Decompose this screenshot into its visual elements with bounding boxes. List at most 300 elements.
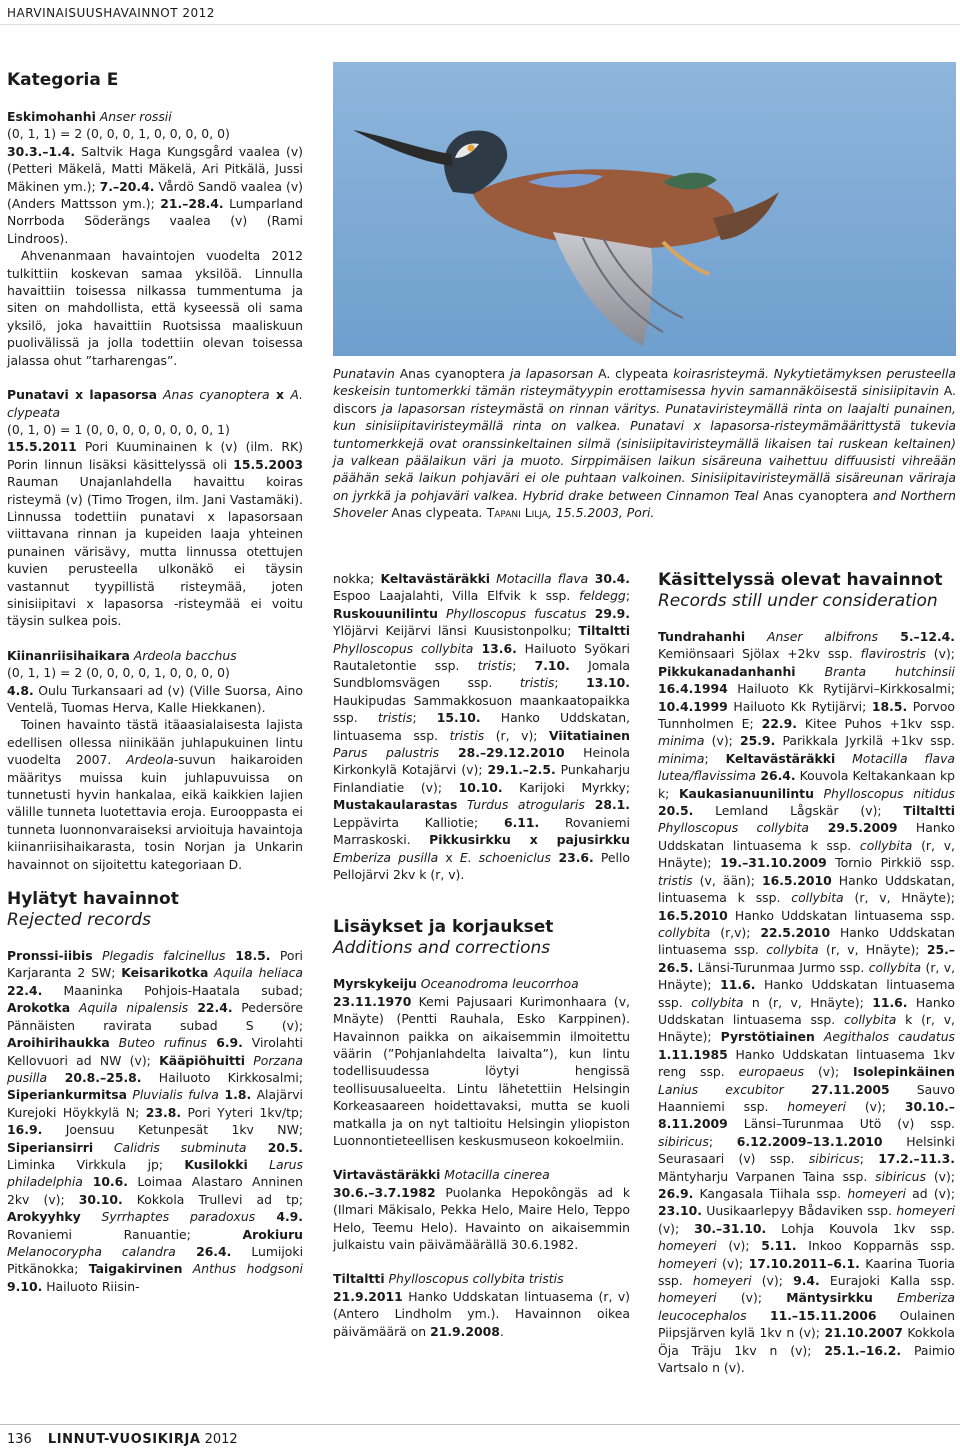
- caption-latin-name: Anas clypeata: [391, 505, 479, 521]
- record-detail: Rovaniemi Marraskoski.: [333, 814, 630, 848]
- record-bold: 16.9.: [7, 1122, 43, 1138]
- record-detail: ;: [625, 588, 630, 604]
- record-code: (0, 1, 1) = 2 (0, 0, 0, 1, 0, 0, 0, 0, 0): [7, 126, 230, 142]
- record-detail: (v);: [925, 646, 955, 662]
- species-name: Punatavi x lapasorsa: [7, 387, 158, 403]
- record-bold: 29.9.: [586, 605, 630, 621]
- record-bold: 22.5.2010: [760, 924, 831, 940]
- caption-latin-name: A. clypeata: [598, 366, 669, 381]
- record-bold: 22.4.: [188, 1000, 233, 1016]
- entry-eskimohanhi: [7, 108, 303, 125]
- record-detail: Hanko Uddskatan lintuasema (r, v) (Antero Lindholm ym.). Havainnon oikea päivämäärä on: [333, 1288, 630, 1339]
- record-detail: (v);: [716, 1238, 762, 1254]
- record-detail: Kokkola Trullevi ad tp;: [122, 1191, 303, 1207]
- rejected-subheading: Rejected records: [7, 910, 151, 931]
- footer-rule: [0, 1424, 960, 1425]
- latin-name: homeyeri: [847, 1186, 906, 1201]
- record-bold: Arokyyhky: [7, 1209, 81, 1225]
- latin-name: Phylloscopus collybita: [333, 640, 474, 656]
- pending-subheading: Records still under consideration: [658, 591, 938, 611]
- record-detail: (v);: [658, 1220, 695, 1236]
- record-detail: Pello Pellojärvi 2kv k (r, v).: [333, 849, 631, 882]
- record-detail: Hanko Uddskatan lintuasema ssp.: [658, 994, 955, 1027]
- record-detail: Hanko Uddskatan lintuasema ssp.: [658, 924, 955, 958]
- hybrid-x: x: [269, 387, 291, 403]
- record-bold: 20.5.: [246, 1139, 303, 1155]
- record-detail: Karijoki Myrkky;: [502, 779, 630, 795]
- record-detail: Joensuu Ketunpesät 1kv NW;: [42, 1122, 303, 1138]
- record-date: 21.–28.4.: [160, 196, 224, 212]
- latin-name: collybita: [658, 924, 711, 940]
- commentary-part: -suvun haikaroiden määritys muissa kuin juhlapuvuissa on tunnetusti hyvin hankalaa, eikä kaikkien lajien välille tunneta luotettavia eroja. Eurooppasta ei tunneta luonnonvaraiseksi arvioituja havaintoja kiinanriisihaikarasta, tosin Norjan ja Unkarin havainnot on sijoitettu kategoriaan D.: [7, 752, 304, 872]
- record-bold: 28.1.: [584, 797, 630, 813]
- record-detail: Hailuoto Kk Rytijärvi–Kirkkosalmi;: [727, 681, 955, 697]
- record-bold: Mustakaularastas: [333, 797, 458, 813]
- column-middle: [333, 570, 630, 1340]
- record-detail: Oulainen Piipsjärven kylä 1kv n (v);: [658, 1307, 955, 1341]
- record-bold: 13.6.: [473, 640, 517, 656]
- latin-name: Emberiza pusilla: [333, 849, 439, 865]
- record-detail: Lumparland Norrboda Söderängs vaalea (v) (Rami Lindroos).: [7, 196, 303, 246]
- record-bold: Arokotka: [7, 1000, 71, 1016]
- latin-name: Anas cyanoptera: [163, 387, 270, 403]
- latin-name: homeyeri: [658, 1290, 717, 1306]
- latin-name: Melanocorypha calandra: [7, 1243, 176, 1259]
- record-detail: Lohja Kouvola 1kv ssp.: [766, 1220, 955, 1236]
- record-bold: 5.11.: [761, 1238, 797, 1254]
- latin-name: homeyeri: [692, 1273, 752, 1289]
- record-detail: ja lapasorsan: [505, 366, 599, 381]
- record-date: 21.9.2011: [333, 1288, 403, 1304]
- latin-name: homeyeri: [658, 1238, 717, 1254]
- record-detail: (v);: [926, 1168, 955, 1184]
- record-date: 15.5.2011: [7, 439, 77, 455]
- record-detail: (r, v, Hnäyte);: [658, 959, 956, 993]
- latin-name: Motacilla flava lutea/flavissima: [658, 750, 955, 784]
- record-bold: Aroihirihaukka: [7, 1035, 110, 1051]
- latin-name: tristis: [449, 727, 485, 743]
- record-detail: Puolanka Hepokôngäs ad k (Ilmari Mäkisalo, Pekka Helo, Maire Helo, Teppo Helo, Teemu Helo). Havainto on aikaisemmin julkaistu vain päivämäärällä 30.6.1982.: [333, 1184, 630, 1252]
- record-bold: Mäntysirkku: [786, 1290, 873, 1306]
- latin-name: Aquila nipalensis: [70, 1000, 189, 1016]
- record-date: 15.5.2003: [233, 456, 303, 472]
- record-detail: Alajärvi Kurejoki Höykkylä N;: [7, 1087, 303, 1120]
- column-right: [658, 570, 955, 1376]
- record-detail: Hailuoto Syökari Rautaletontie ssp.: [333, 640, 630, 674]
- record-date: 21.9.2008: [430, 1323, 500, 1339]
- caption-latin-name: Anas cyanoptera: [399, 366, 506, 381]
- record-bold: 18.5.: [225, 948, 271, 964]
- record-bold: Siperiankurmitsa: [7, 1087, 127, 1103]
- record-detail: Punatavin: [333, 366, 400, 381]
- entry-virtavastarakki: [333, 1166, 630, 1183]
- record-detail: Hanko Uddskatan, lintuasema k ssp.: [658, 872, 955, 906]
- latin-name: homeyeri: [787, 1098, 846, 1114]
- latin-name: feldegg: [579, 588, 626, 604]
- record-bold: Kusilokki: [184, 1156, 248, 1172]
- record-detail: (r,v);: [710, 924, 761, 940]
- latin-name: Lanius excubitor: [658, 1081, 784, 1097]
- latin-name: collybita: [843, 1011, 897, 1027]
- record-detail: Eurajoki Kalla ssp.: [819, 1273, 955, 1289]
- record-bold: Ruskouunilintu: [333, 605, 438, 621]
- record-detail: (v);: [704, 733, 740, 749]
- species-name: Eskimohanhi: [7, 109, 96, 124]
- record-bold: 10.6.: [82, 1174, 128, 1190]
- latin-name: homeyeri: [896, 1203, 955, 1219]
- record-bold: 7.10.: [534, 658, 570, 674]
- record-detail: (r, v);: [484, 727, 550, 743]
- caption-latin-name: A. discors: [333, 383, 956, 416]
- record-detail: Tornio Pirkkiö ssp.: [826, 855, 955, 871]
- record-text: [7, 143, 303, 247]
- record-bold: 11.6.: [720, 977, 756, 993]
- record-detail: .: [499, 1323, 504, 1339]
- pending-records-text: [658, 628, 955, 1376]
- record-detail: Jomala Sundblomsvägen ssp.: [333, 658, 630, 691]
- record-bold: 23.8.: [145, 1104, 182, 1120]
- latin-name: Motacilla cinerea: [444, 1167, 550, 1183]
- record-bold: 21.10.2007: [824, 1325, 903, 1341]
- latin-name: Larus philadelphia: [7, 1156, 303, 1190]
- commentary-genus: Ardeola: [126, 752, 174, 768]
- record-detail: Kemi Pajusaari Kurimonhaara (v, Mnäyte) (Pentti Rauhala, Esko Karppinen). Havainnon paikka on aikaisemmin ilmoitettu väärin (”Pohjanlahdelta laivalta”), kun lintu todellisuudessa löytyi hengissä teollisuusalueelta. Lintu lähetettiin Helsingin Korkeasaareen hoidettavaksi, mutta se kuoli matkalla ja on nyt taltioitu Helsingin yliopiston Luonnontieteellisen keskusmuseon kokoelmiin.: [333, 993, 630, 1148]
- record-bold: 13.10.: [586, 675, 630, 691]
- record-bold: 11.6.: [872, 994, 908, 1010]
- record-detail: ja lapasorsan risteymästä on rinnan väritys. Punataviristeymällä rinta on laajalti punainen, kun sinisiipitaviristeymällä rinta on valkea. Punatavi x lapasorsa-risteymämäärittystä tukevia tuntomerkkejä ovat oranssinkeltainen silmä (sinisiipitaviristeymällä likaisen tai ruskean keltainen) ja valkean päälaikun väri ja muoto. Sirppimäisen laikun sisäreuna vaihettuu diffuusisti vihreään päähän sekä laikun pohjaväri ei ole puhtaan valkoinen. Sinisiipitaviristeymällä sisäreunan väriraja on jyrkkä ja pohjaväri valkea. Hybrid drake between Cinnamon Teal: [333, 400, 956, 503]
- latin-name: Branta hutchinsii: [795, 663, 955, 679]
- publication-year: 2012: [204, 1432, 238, 1447]
- record-detail: Länsi–Turunmaa Utö (v) ssp.: [727, 1116, 955, 1132]
- record-detail: Hailuoto Kirkkosalmi;: [141, 1069, 303, 1085]
- latin-name: Anthus hodgsoni: [182, 1261, 303, 1277]
- record-detail: ;: [704, 750, 726, 766]
- record-bold: 1.11.1985: [658, 1046, 728, 1062]
- record-bold: 6.12.2009–13.1.2010: [736, 1133, 883, 1149]
- latin-name: Porzana pusilla: [7, 1052, 303, 1085]
- column-left: [7, 70, 303, 1295]
- record-bold: 26.4.: [755, 768, 796, 784]
- latin-name: Emberiza leucocephalos: [658, 1290, 955, 1323]
- latin-name: Syrrhaptes paradoxus: [80, 1209, 256, 1225]
- record-bold: 30.10.–8.11.2009: [658, 1098, 955, 1132]
- record-bold: 1.8.: [218, 1087, 252, 1103]
- record-detail: ;: [859, 1151, 879, 1167]
- record-bold: Keisarikotka: [121, 965, 209, 981]
- latin-name: sibiricus: [658, 1133, 709, 1149]
- record-detail: Kokkola Öja Träju 1kv n (v);: [658, 1325, 955, 1358]
- photographer-name: Tapani Lilja: [486, 505, 548, 521]
- record-detail: Hanko Uddskatan, lintuasema ssp.: [333, 710, 630, 743]
- record-detail: Inkoo Kopparnäs ssp.: [796, 1238, 955, 1254]
- record-code: (0, 1, 1) = 2 (0, 0, 0, 0, 1, 0, 0, 0, 0): [7, 665, 230, 681]
- record-bold: 17.10.2011–6.1.: [748, 1255, 860, 1271]
- record-bold: Viitatiainen: [549, 727, 630, 743]
- record-detail: Maaninka Pohjois-Haatala subad;: [42, 982, 303, 998]
- record-detail: x: [438, 849, 460, 865]
- record-detail: Uusikaarlepyy Bådaviken ssp.: [701, 1203, 897, 1219]
- page-number: 136: [7, 1432, 32, 1447]
- record-detail: Hanko Uddskatan lintuasema k ssp.: [658, 820, 955, 853]
- record-detail: Sauvo Haanniemi ssp.: [658, 1081, 955, 1114]
- commentary-part: Toinen havainto tästä itäaasialaisesta lajista edellisen ollessa niinikään juhlapukuinen lintu vuodelta 2007.: [7, 717, 303, 768]
- latin-name: flavirostris: [860, 646, 926, 662]
- record-detail: koirasristeymä. Nykytietämyksen perusteella keskeisin tuntomerkki tämän risteymätyypin erottamisessa hyvin samannäköisestä sinisiipitavin: [333, 366, 957, 399]
- record-date: 23.11.1970: [333, 993, 412, 1009]
- record-bold: 6.11.: [503, 814, 540, 830]
- latin-name: homeyeri: [658, 1255, 717, 1271]
- record-detail: .: [478, 505, 487, 521]
- record-bold: 16.5.2010: [761, 872, 832, 888]
- record-text: [7, 438, 303, 629]
- additions-heading: Lisäykset ja korjaukset: [333, 917, 554, 938]
- record-bold: 26.9.: [658, 1186, 694, 1201]
- record-bold: 25.–26.5.: [658, 942, 955, 975]
- record-detail: ;: [512, 658, 535, 674]
- record-detail: Vårdö Sandö vaalea (v) (Anders Mattsson ym.);: [7, 178, 303, 212]
- record-bold: Pronssi-iibis: [7, 948, 93, 964]
- record-detail: Pori Yyteri 1kv/tp;: [181, 1104, 303, 1120]
- record-detail: Mäntyharju Varpanen Taina ssp.: [658, 1168, 876, 1184]
- record-text: [333, 1184, 630, 1254]
- record-bold: Pikkusirkku x pajusirkku: [429, 832, 630, 848]
- record-detail: (v);: [751, 1273, 794, 1289]
- record-detail: k (r, v, Hnäyte);: [658, 1011, 955, 1045]
- record-bold: 30.–31.10.: [694, 1220, 767, 1236]
- record-detail: Porvoo Tunnholmen E;: [658, 698, 955, 732]
- entry-punatavi: [7, 386, 303, 421]
- record-bold: Tiltaltti: [578, 623, 630, 639]
- record-detail: Hanko Uddskatan lintuasema 1kv reng ssp.: [658, 1046, 955, 1080]
- record-date: 30.3.–1.4.: [7, 143, 76, 159]
- duck-in-flight-photo: [333, 62, 956, 356]
- record-detail: Oulu Turkansaari ad (v) (Ville Suorsa, Aino Ventelä, Tuomas Herva, Kalle Hiekkanen).: [7, 682, 303, 715]
- latin-name: sibiricus: [808, 1151, 860, 1167]
- record-detail: (v);: [716, 1290, 787, 1306]
- record-detail: Kemiönsaari Sjölax +2kv ssp.: [658, 646, 861, 662]
- record-bold: 26.4.: [175, 1243, 232, 1259]
- species-name: Virtavästäräkki: [333, 1167, 441, 1183]
- record-bold: 20.5.: [658, 803, 694, 819]
- latin-name: Phylloscopus collybita: [658, 820, 809, 836]
- record-detail: n (r, v, Hnäyte);: [743, 994, 873, 1010]
- record-detail: Kouvola Keltakankaan kp k;: [658, 768, 956, 801]
- record-date: 30.6.–3.7.1982: [333, 1184, 436, 1200]
- latin-name: collybita: [691, 994, 744, 1010]
- record-detail: Lemland Lågskär (v);: [693, 803, 904, 819]
- record-bold: 30.4.: [588, 571, 631, 586]
- latin-name: Anser rossii: [99, 109, 172, 124]
- record-text: [333, 993, 630, 1150]
- latin-name: tristis: [519, 675, 555, 691]
- record-text: [7, 682, 303, 717]
- latin-name: Ardeola bacchus: [133, 647, 237, 663]
- record-detail: Parikkala Jyrkilä +1kv ssp.: [775, 733, 955, 749]
- rejected-records-text: [7, 947, 303, 1295]
- latin-name: Calidris subminuta: [93, 1139, 247, 1155]
- record-detail: (v);: [804, 1064, 853, 1080]
- record-bold: 10.10.: [458, 779, 503, 795]
- latin-name: Pluvialis fulva: [126, 1087, 219, 1103]
- record-detail: Kaarina Tuoria ssp.: [658, 1255, 955, 1289]
- record-bold: 28.–29.12.2010: [439, 745, 565, 761]
- record-text: [333, 1288, 630, 1340]
- record-bold: 15.10.: [436, 710, 481, 726]
- page-footer: [7, 1432, 238, 1447]
- record-bold: Pyrstötiainen: [720, 1029, 815, 1045]
- duck-eye: [468, 145, 475, 152]
- latin-name: Oceanodroma leucorrhoa: [420, 976, 579, 992]
- entry-kiinanriisihaikara: [7, 647, 303, 664]
- latin-name: Anser albifrons: [745, 629, 878, 644]
- latin-name: Aegithalos caudatus: [814, 1029, 955, 1045]
- record-bold: 9.10.: [7, 1278, 43, 1294]
- record-detail: Punkaharju Finlandiatie (v);: [333, 762, 630, 795]
- commentary: Ahvenanmaan havaintojen vuodelta 2012 tulkittiin koskevan samaa yksilöä. Linnulla havaittiin toisessa nilkassa tummentuma ja siten on mahdollista, että kyseessä oli sama yksilö, joka havaittiin Ruotsissa maaliskuun puolivälissä ja jolla todettiin olevan toisessa jalassa ohut ”tarharengas”.: [7, 248, 303, 368]
- record-bold: Tiltaltti: [903, 803, 955, 819]
- pending-heading: Käsittelyssä olevat havainnot: [658, 570, 943, 590]
- latin-name: collybita: [766, 942, 819, 958]
- record-detail: Rauman Unajanlahdella havaittu koiras risteymä (v) (Timo Trogen, ilm. Jani Vastamäki). Linnussa todettiin punatavi x lapasorsaan viittavana rinnan ja kupeiden laaja yhteinen punainen värisävy, mutta linnussa otettujen kuvien perusteella ulkonäkö ei täysin vastannut tyypillistä risteymää, joten sinisiipitavi x lapasorsa -risteymää ei voitu täysin sulkea pois.: [7, 474, 303, 629]
- record-bold: Tundrahanhi: [658, 629, 746, 644]
- latin-name: tristis: [477, 658, 513, 674]
- record-code: (0, 1, 0) = 1 (0, 0, 0, 0, 0, 0, 0, 0, 1): [7, 421, 230, 437]
- record-bold: 5.–12.4.: [878, 629, 955, 644]
- record-detail: Haukipudas Sammakkosuon maankaatopaikka ssp.: [333, 692, 630, 726]
- record-detail: Paimio Vartsalo n (v).: [658, 1342, 955, 1376]
- record-detail: ;: [554, 675, 587, 691]
- latin-name: collybita: [791, 890, 844, 906]
- additions-subheading: Additions and corrections: [333, 938, 551, 959]
- record-bold: 25.9.: [740, 733, 776, 749]
- latin-name: europaeus: [738, 1064, 805, 1080]
- latin-name: A. clypeata: [7, 387, 303, 420]
- record-detail: Loimaa Alastaro Anninen 2kv (v);: [7, 1174, 304, 1207]
- record-bold: 9.4.: [793, 1273, 820, 1289]
- record-bold: 25.1.–16.2.: [824, 1342, 902, 1358]
- record-detail: Heinola Kirkonkylä Kotajärvi (v);: [333, 745, 630, 778]
- latin-name: Plegadis falcinellus: [92, 948, 226, 964]
- header-rule: [0, 24, 960, 25]
- record-bold: 16.5.2010: [658, 907, 728, 923]
- record-detail: Pori Kuuminainen k (v) (ilm. RK) Porin linnun lisäksi käsittelyssä oli: [7, 439, 303, 472]
- record-detail: (r, v, Hnäyte);: [818, 942, 927, 958]
- record-bold: 22.9.: [761, 716, 797, 732]
- latin-name: Buteo rufinus: [109, 1035, 207, 1051]
- species-name: Myrskykeiju: [333, 976, 417, 992]
- latin-name: Phylloscopus nitidus: [813, 785, 955, 801]
- latin-name: tristis: [377, 710, 413, 726]
- record-detail: Kitee Puhos +1kv ssp.: [796, 716, 955, 732]
- latin-name: Phylloscopus collybita tristis: [388, 1271, 564, 1287]
- record-bold: Siperiansirri: [7, 1139, 94, 1155]
- latin-name: sibiricus: [875, 1168, 926, 1184]
- latin-name: E. schoeniclus: [459, 849, 551, 865]
- rejected-records-continued: [333, 570, 630, 883]
- species-name: Tiltaltti: [333, 1271, 385, 1287]
- running-header: HARVINAISUUSHAVAINNOT 2012: [7, 6, 215, 20]
- record-detail: Virolahti Kellovuori ad NW (v);: [7, 1035, 303, 1068]
- record-bold: 30.10.: [78, 1191, 123, 1207]
- record-bold: 20.8.–25.8.: [47, 1069, 142, 1085]
- category-heading: Kategoria E: [7, 70, 119, 90]
- record-bold: Taigakirvinen: [88, 1261, 183, 1277]
- rejected-heading: Hylätyt havainnot: [7, 889, 179, 910]
- record-bold: 17.2.–11.3.: [878, 1151, 955, 1167]
- record-bold: Kääpiöhuitti: [159, 1052, 246, 1068]
- photo-caption: [333, 365, 956, 522]
- record-date: 4.8.: [7, 682, 34, 698]
- record-detail: nokka;: [333, 571, 381, 586]
- record-date: 7.–20.4.: [99, 178, 155, 194]
- record-bold: 29.1.–2.5.: [487, 762, 556, 778]
- species-name: Kiinanriisihaikara: [7, 647, 130, 663]
- record-detail: Liminka Virkkula jp;: [7, 1156, 185, 1172]
- entry-myrskykeiju: [333, 975, 630, 992]
- record-detail: (v);: [716, 1255, 749, 1271]
- record-detail: , 15.5.2003, Pori.: [547, 505, 655, 521]
- record-detail: Leppävirta Kalliotie;: [333, 814, 504, 830]
- record-detail: (v);: [845, 1098, 905, 1114]
- record-bold: 10.4.1999: [658, 698, 728, 714]
- commentary: [7, 716, 303, 873]
- latin-name: tristis: [658, 872, 693, 888]
- record-detail: ;: [412, 710, 437, 726]
- record-bold: 29.5.2009: [808, 820, 898, 836]
- record-bold: 23.10.: [658, 1203, 702, 1219]
- record-detail: Pori Karjaranta 2 SW;: [7, 948, 303, 981]
- record-detail: ad (v);: [905, 1186, 956, 1201]
- record-bold: 22.4.: [7, 982, 43, 998]
- latin-name: Turdus atrogularis: [457, 797, 585, 813]
- record-detail: and Northern Shoveler: [333, 487, 956, 521]
- record-bold: 27.11.2005: [783, 1081, 890, 1097]
- record-bold: Keltavästäräkki: [380, 571, 491, 586]
- record-detail: Saltvik Haga Kungsgård vaalea (v) (Petteri Mäkelä, Matti Mäkelä, Ari Pitkälä, Jussi Mäkinen ym.);: [7, 143, 303, 194]
- record-detail: Pedersöre Pännäisten ravirata subad S (v);: [7, 1000, 303, 1033]
- latin-name: minima: [658, 733, 705, 749]
- latin-name: Aquila heliaca: [208, 965, 303, 981]
- latin-name: collybita: [859, 837, 913, 853]
- record-bold: 11.–15.11.2006: [746, 1307, 877, 1323]
- latin-name: Parus palustris: [333, 745, 440, 761]
- record-bold: 4.9.: [255, 1209, 303, 1225]
- latin-name: Phylloscopus fuscatus: [437, 605, 587, 621]
- record-detail: Rovaniemi Ranuantie;: [7, 1226, 243, 1242]
- record-detail: Hailuoto Riisin-: [42, 1278, 140, 1294]
- record-detail: Espoo Laajalahti, Villa Elfvik k ssp.: [333, 588, 580, 604]
- record-bold: 19.–31.10.2009: [720, 855, 827, 871]
- record-detail: Lumijoki Pitkänokka;: [7, 1243, 304, 1277]
- record-bold: 6.9.: [206, 1035, 243, 1051]
- caption-latin-name: Anas cyanoptera: [763, 487, 869, 503]
- publication-name: LINNUT-VUOSIKIRJA: [47, 1432, 201, 1447]
- latin-name: collybita: [868, 959, 922, 975]
- record-detail: (r, v, Hnäyte);: [658, 837, 955, 871]
- record-detail: Helsinki Seurasaari (v) ssp.: [658, 1133, 955, 1167]
- latin-name: Motacilla flava: [490, 571, 589, 586]
- record-bold: Isolepinkäinen: [853, 1064, 955, 1080]
- entry-tiltaltti: [333, 1270, 630, 1287]
- latin-name: minima: [658, 750, 705, 766]
- record-bold: Pikkukanadanhanhi: [658, 663, 796, 679]
- record-bold: Arokiuru: [242, 1226, 303, 1242]
- record-bold: 18.5.: [871, 698, 908, 714]
- record-bold: 16.4.1994: [658, 681, 728, 697]
- record-detail: Hanko Uddskatan lintuasema ssp.: [658, 977, 955, 1010]
- record-detail: Hanko Uddskatan lintuasema ssp.: [727, 907, 955, 923]
- record-detail: (r, v, Hnäyte);: [843, 890, 955, 906]
